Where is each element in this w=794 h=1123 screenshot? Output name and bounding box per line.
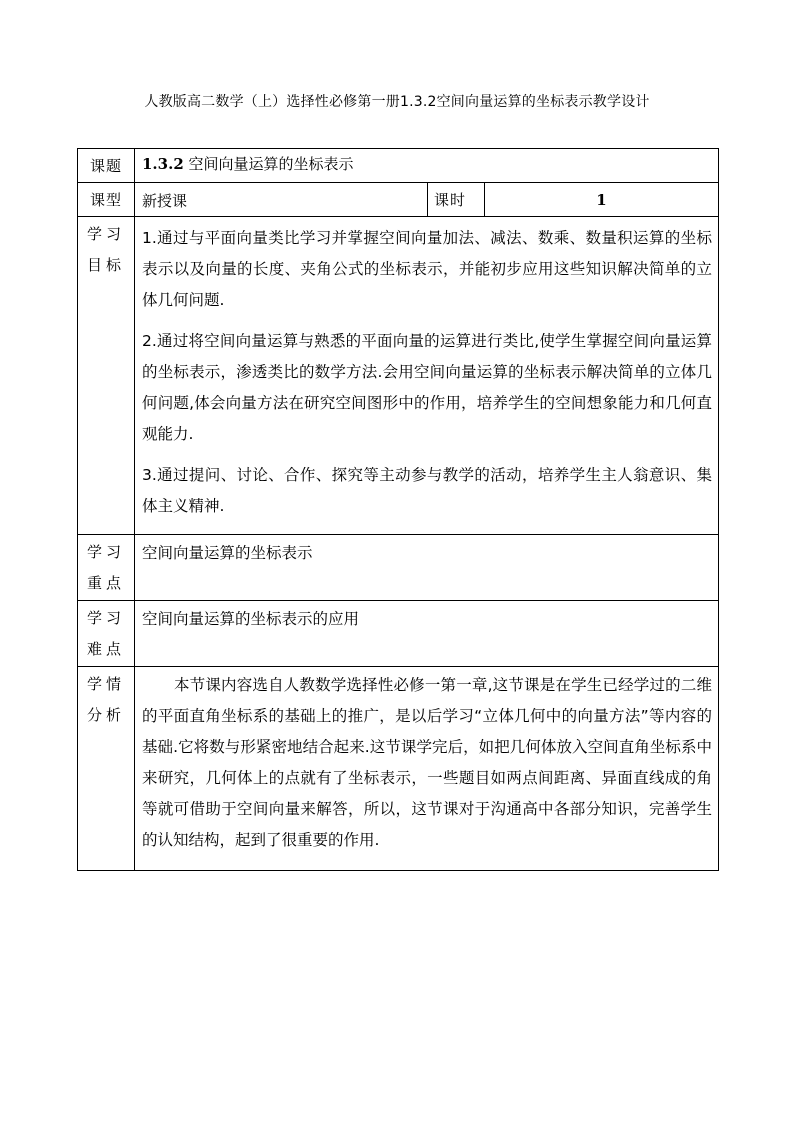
title-cell <box>135 149 719 183</box>
document-heading: 人教版高二数学（上）选择性必修第一册1.3.2空间向量运算的坐标表示教学设计 <box>144 94 650 110</box>
difficulty-text: 空间向量运算的坐标表示的应用 <box>142 610 360 628</box>
analysis-text: 本节课内容选自人教数学选择性必修一第一章,这节课是在学生已经学过的二维的平面直角坐标系的基础上的推广，是以后学习“立体几何中的向量方法”等内容的基础.它将数与形紧密地结合起来.这节课学完后，如把几何体放入空间直角坐标系中来研究，几何体上的点就有了坐标表示，一些题目如两点间距离、异面直线成的角等就可借助于空间向量来解答，所以，这节课对于沟通高中各部分知识，完善学生的认知结构，起到了很重要的作用. <box>142 676 712 849</box>
lesson-title-text: 空间向量运算的坐标表示 <box>188 155 354 173</box>
analysis-row <box>78 667 719 871</box>
goals-label-line2: 目标 <box>86 256 125 274</box>
difficulty-label-line2: 难点 <box>86 640 125 658</box>
title-row <box>78 149 719 183</box>
type-value: 新授课 <box>135 183 428 217</box>
difficulty-content <box>135 601 719 667</box>
goal-paragraph-2: 2.通过将空间向量运算与熟悉的平面向量的运算进行类比,使学生掌握空间向量运算的坐标表示，渗透类比的数学方法.会用空间向量运算的坐标表示解决简单的立体几何问题,体会向量方法在研究空间图形中的作用，培养学生的空间想象能力和几何直观能力. <box>142 332 712 443</box>
focus-label-line2: 重点 <box>86 574 125 592</box>
analysis-label <box>78 667 135 871</box>
difficulty-label-line1: 学习 <box>86 609 125 627</box>
analysis-content <box>135 667 719 871</box>
focus-row <box>78 535 719 601</box>
focus-label-line1: 学习 <box>86 543 125 561</box>
type-label: 课型 <box>78 183 135 217</box>
goals-label-line1: 学习 <box>86 225 125 243</box>
focus-content <box>135 535 719 601</box>
goal-paragraph-3: 3.通过提问、讨论、合作、探究等主动参与教学的活动，培养学生主人翁意识、集体主义精神. <box>142 466 712 515</box>
analysis-label-line1: 学情 <box>86 675 125 693</box>
hours-label: 课时 <box>428 183 485 217</box>
difficulty-label <box>78 601 135 667</box>
goal-paragraph-1: 1.通过与平面向量类比学习并掌握空间向量加法、减法、数乘、数量积运算的坐标表示以及向量的长度、夹角公式的坐标表示，并能初步应用这些知识解决简单的立体几何问题. <box>142 229 712 309</box>
lesson-plan-table <box>77 148 719 871</box>
lesson-number: 1.3.2 <box>142 155 184 173</box>
type-row <box>78 183 719 217</box>
difficulty-row <box>78 601 719 667</box>
focus-label <box>78 535 135 601</box>
analysis-label-line2: 分析 <box>86 706 125 724</box>
goals-content <box>135 217 719 535</box>
hours-value: 1 <box>485 183 719 217</box>
title-label: 课题 <box>78 149 135 183</box>
goals-label <box>78 217 135 535</box>
goals-row <box>78 217 719 535</box>
focus-text: 空间向量运算的坐标表示 <box>142 544 313 562</box>
lesson-title <box>142 155 354 173</box>
